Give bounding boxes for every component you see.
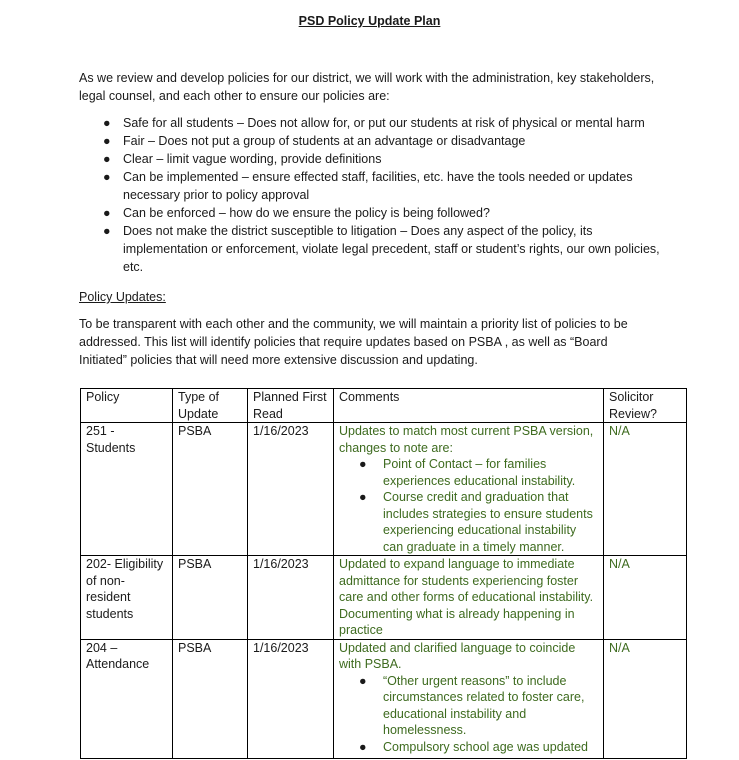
bullet-icon: ● — [359, 457, 367, 471]
comment-list — [339, 673, 598, 756]
cell-type: PSBA — [173, 639, 248, 758]
intro-paragraph: As we review and develop policies for our district, we will work with the administration, key stakeholders, legal counsel, and each other to ensure our policies are: — [79, 71, 655, 103]
criteria-item — [79, 168, 679, 204]
table-header-row — [81, 389, 687, 423]
comment-item — [339, 489, 598, 555]
header-solicitor-review: Solicitor Review? — [604, 389, 687, 423]
cell-comments — [334, 423, 604, 556]
cell-type: PSBA — [173, 556, 248, 640]
criteria-text: Clear – limit vague wording, provide definitions — [123, 152, 382, 166]
header-comments: Comments — [334, 389, 604, 423]
cell-policy: 251 - Students — [81, 423, 173, 556]
cell-date: 1/16/2023 — [248, 556, 334, 640]
bullet-icon: ● — [103, 152, 111, 166]
cell-date: 1/16/2023 — [248, 423, 334, 556]
section-heading: Policy Updates: — [79, 290, 166, 304]
table-row — [81, 639, 687, 758]
criteria-item — [79, 132, 679, 150]
cell-policy: 202- Eligibility of non-resident students — [81, 556, 173, 640]
comment-item — [339, 673, 598, 739]
bullet-icon: ● — [359, 673, 367, 688]
cell-review: N/A — [604, 423, 687, 556]
criteria-list — [79, 114, 679, 276]
document-title: PSD Policy Update Plan — [298, 14, 441, 28]
cell-policy: 204 – Attendance — [81, 639, 173, 758]
cell-comments — [334, 556, 604, 640]
comment-item — [339, 456, 598, 489]
bullet-icon: ● — [359, 490, 367, 504]
policy-table — [80, 388, 687, 759]
table-row — [81, 423, 687, 556]
comment-text: Updated and clarified language to coincide with PSBA. — [339, 640, 576, 671]
comment-text: Updated to expand language to immediate admittance for students experiencing foster care and other forms of educational instability. Documenting what is already happening in practice — [339, 557, 594, 637]
bullet-icon: ● — [359, 739, 367, 754]
cell-date: 1/16/2023 — [248, 639, 334, 758]
header-policy: Policy — [81, 389, 173, 423]
criteria-item — [79, 204, 679, 222]
bullet-icon: ● — [103, 134, 111, 148]
cell-comments — [334, 639, 604, 758]
header-type: Type of Update — [173, 389, 248, 423]
comment-item-text: “Other urgent reasons” to include circumstances related to foster care, educational instability and homelessness. — [383, 673, 585, 737]
bullet-icon: ● — [103, 206, 111, 220]
criteria-item — [79, 222, 679, 276]
bullet-icon: ● — [103, 116, 111, 130]
comment-text: Updates to match most current PSBA version, changes to note are: — [339, 424, 594, 455]
criteria-text: Fair – Does not put a group of students at an advantage or disadvantage — [123, 134, 526, 148]
criteria-text: Can be enforced – how do we ensure the policy is being followed? — [123, 206, 490, 220]
comment-list — [339, 456, 598, 555]
cell-review: N/A — [604, 556, 687, 640]
comment-item-text: Point of Contact – for families experiences educational instability. — [383, 457, 576, 488]
criteria-item — [79, 150, 679, 168]
comment-item-text: Course credit and graduation that includes strategies to ensure students experiencing educational instability can graduate in a timely manner. — [383, 490, 593, 554]
bullet-icon: ● — [103, 224, 111, 238]
cell-type: PSBA — [173, 423, 248, 556]
criteria-item — [79, 114, 679, 132]
criteria-text: Safe for all students – Does not allow for, or put our students at risk of physical or mental harm — [123, 116, 645, 130]
bullet-icon: ● — [103, 170, 111, 184]
criteria-text: Does not make the district susceptible to litigation – Does any aspect of the policy, its implementation or enforcement, violate legal precedent, staff or student’s rights, our own policies, etc. — [123, 224, 660, 274]
comment-item-text: Compulsory school age was updated — [383, 739, 588, 754]
table-row — [81, 556, 687, 640]
comment-item — [339, 739, 598, 756]
criteria-text: Can be implemented – ensure effected staff, facilities, etc. have the tools needed or updates necessary prior to policy approval — [123, 170, 633, 202]
transparency-paragraph: To be transparent with each other and the community, we will maintain a priority list of policies to be addressed. This list will identify policies that require updates based on PSBA , as well as “Board Initiated” policies that will need more extensive discussion and updating. — [79, 317, 628, 367]
cell-review: N/A — [604, 639, 687, 758]
header-planned-read: Planned First Read — [248, 389, 334, 423]
